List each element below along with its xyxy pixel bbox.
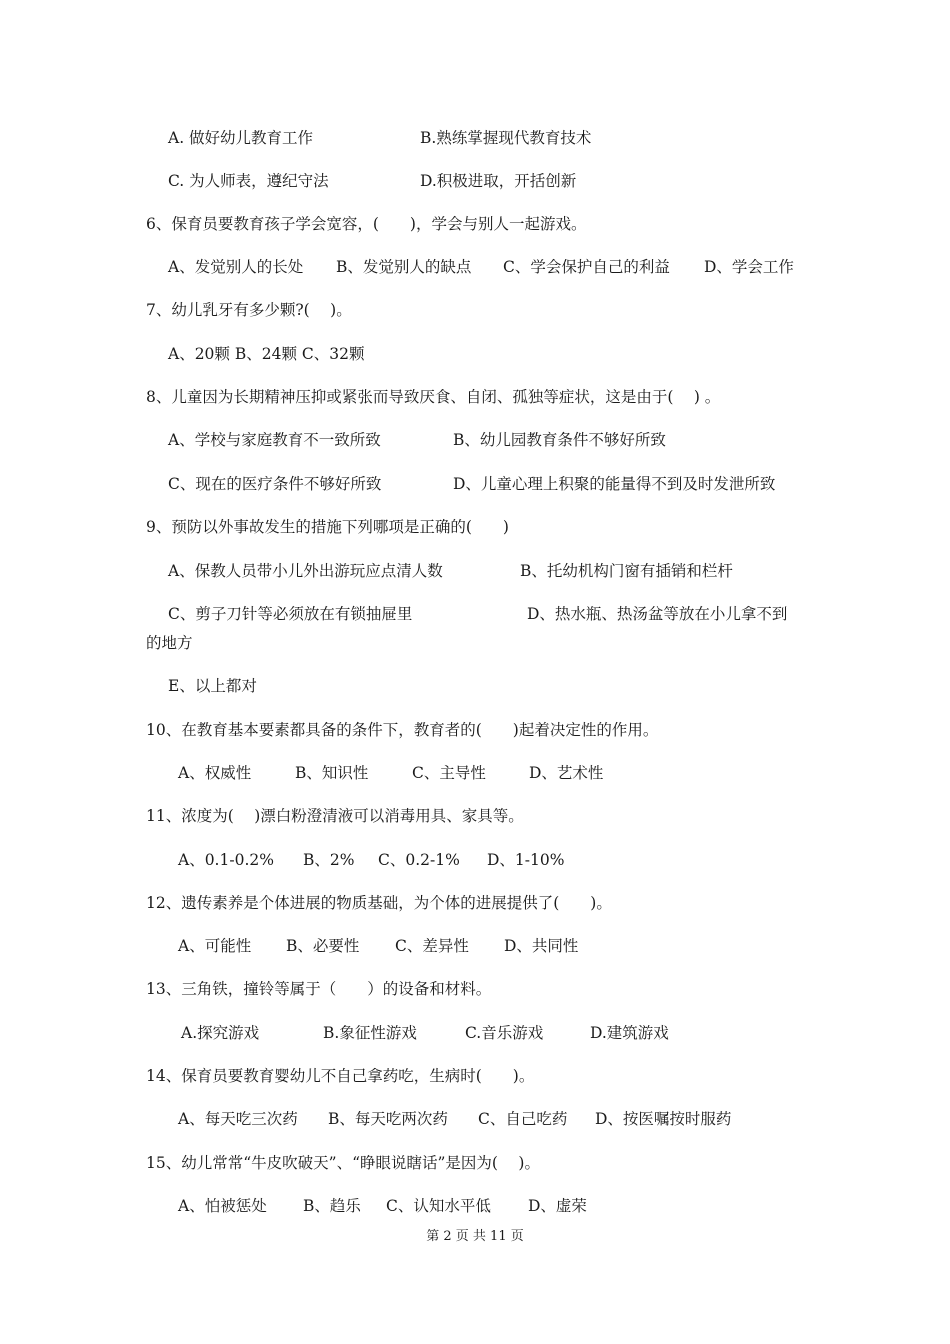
q9-option-d: D、热水瓶、热汤盆等放在小儿拿不到 <box>527 605 788 623</box>
q14-option-a: A、每天吃三次药 <box>178 1110 298 1128</box>
q12-option-c: C、差异性 <box>395 937 469 955</box>
q15-option-d: D、虚荣 <box>528 1197 587 1215</box>
q15-option-b: B、趋乐 <box>303 1197 361 1215</box>
q15-option-a: A、怕被惩处 <box>178 1197 267 1215</box>
q11-option-b: B、2% <box>303 851 355 869</box>
q13-stem: 13、三角铁，撞铃等属于（ ）的设备和材料。 <box>146 980 492 998</box>
q11-option-a: A、0.1-0.2% <box>178 851 274 869</box>
q10-stem: 10、在教育基本要素都具备的条件下，教育者的( )起着决定性的作用。 <box>146 721 659 739</box>
q13-option-b: B.象征性游戏 <box>323 1024 417 1042</box>
q11-option-c: C、0.2-1% <box>378 851 460 869</box>
q14-option-b: B、每天吃两次药 <box>328 1110 448 1128</box>
q14-option-d: D、按医嘱按时服药 <box>595 1110 732 1128</box>
q8-stem: 8、儿童因为长期精神压抑或紧张而导致厌食、自闭、孤独等症状，这是由于( ) 。 <box>146 388 721 406</box>
q10-option-d: D、艺术性 <box>529 764 604 782</box>
q9-option-b: B、托幼机构门窗有插销和栏杆 <box>520 562 733 580</box>
q13-option-a: A.探究游戏 <box>181 1024 260 1042</box>
q7-stem: 7、幼儿乳牙有多少颗?( )。 <box>146 301 352 319</box>
q6-option-b: B、发觉别人的缺点 <box>336 258 472 276</box>
q8-option-c: C、现在的医疗条件不够好所致 <box>168 475 382 493</box>
q7-options: A、20颗 B、24颗 C、32颗 <box>168 345 365 363</box>
q9-option-c: C、剪子刀针等必须放在有锁抽屉里 <box>168 605 413 623</box>
q6-option-a: A、发觉别人的长处 <box>168 258 304 276</box>
q9-option-d-continued: 的地方 <box>146 634 193 652</box>
q8-option-b: B、幼儿园教育条件不够好所致 <box>453 431 666 449</box>
q13-option-c: C.音乐游戏 <box>465 1024 544 1042</box>
q15-option-c: C、认知水平低 <box>386 1197 491 1215</box>
q12-option-b: B、必要性 <box>286 937 360 955</box>
q6-option-d: D、学会工作 <box>704 258 794 276</box>
q9-option-a: A、保教人员带小儿外出游玩应点清人数 <box>168 562 443 580</box>
q14-option-c: C、自己吃药 <box>478 1110 568 1128</box>
q5-option-c: C. 为人师表，遵纪守法 <box>168 172 329 190</box>
q11-stem: 11、浓度为( )漂白粉澄清液可以消毒用具、家具等。 <box>146 807 524 825</box>
q12-stem: 12、遗传素养是个体进展的物质基础，为个体的进展提供了( )。 <box>146 894 612 912</box>
q15-stem: 15、幼儿常常“牛皮吹破天”、“睁眼说瞎话”是因为( )。 <box>146 1154 540 1172</box>
q9-stem: 9、预防以外事故发生的措施下列哪项是正确的( ) <box>146 518 509 536</box>
q10-option-a: A、权威性 <box>178 764 252 782</box>
q5-option-b: B.熟练掌握现代教育技术 <box>420 129 592 147</box>
q13-option-d: D.建筑游戏 <box>590 1024 669 1042</box>
q6-stem: 6、保育员要教育孩子学会宽容，( )，学会与别人一起游戏。 <box>146 215 587 233</box>
q8-option-a: A、学校与家庭教育不一致所致 <box>168 431 381 449</box>
q14-stem: 14、保育员要教育婴幼儿不自己拿药吃，生病时( )。 <box>146 1067 535 1085</box>
q10-option-c: C、主导性 <box>412 764 486 782</box>
q10-option-b: B、知识性 <box>295 764 369 782</box>
q11-option-d: D、1-10% <box>487 851 565 869</box>
q12-option-d: D、共同性 <box>504 937 579 955</box>
q12-option-a: A、可能性 <box>178 937 252 955</box>
q8-option-d: D、儿童心理上积聚的能量得不到及时发泄所致 <box>453 475 776 493</box>
q6-option-c: C、学会保护自己的利益 <box>503 258 670 276</box>
q5-option-a: A. 做好幼儿教育工作 <box>168 129 314 147</box>
q5-option-d: D.积极进取，开括创新 <box>420 172 577 190</box>
page-number-footer: 第 2 页 共 11 页 <box>426 1229 524 1244</box>
q9-option-e: E、以上都对 <box>168 677 257 695</box>
